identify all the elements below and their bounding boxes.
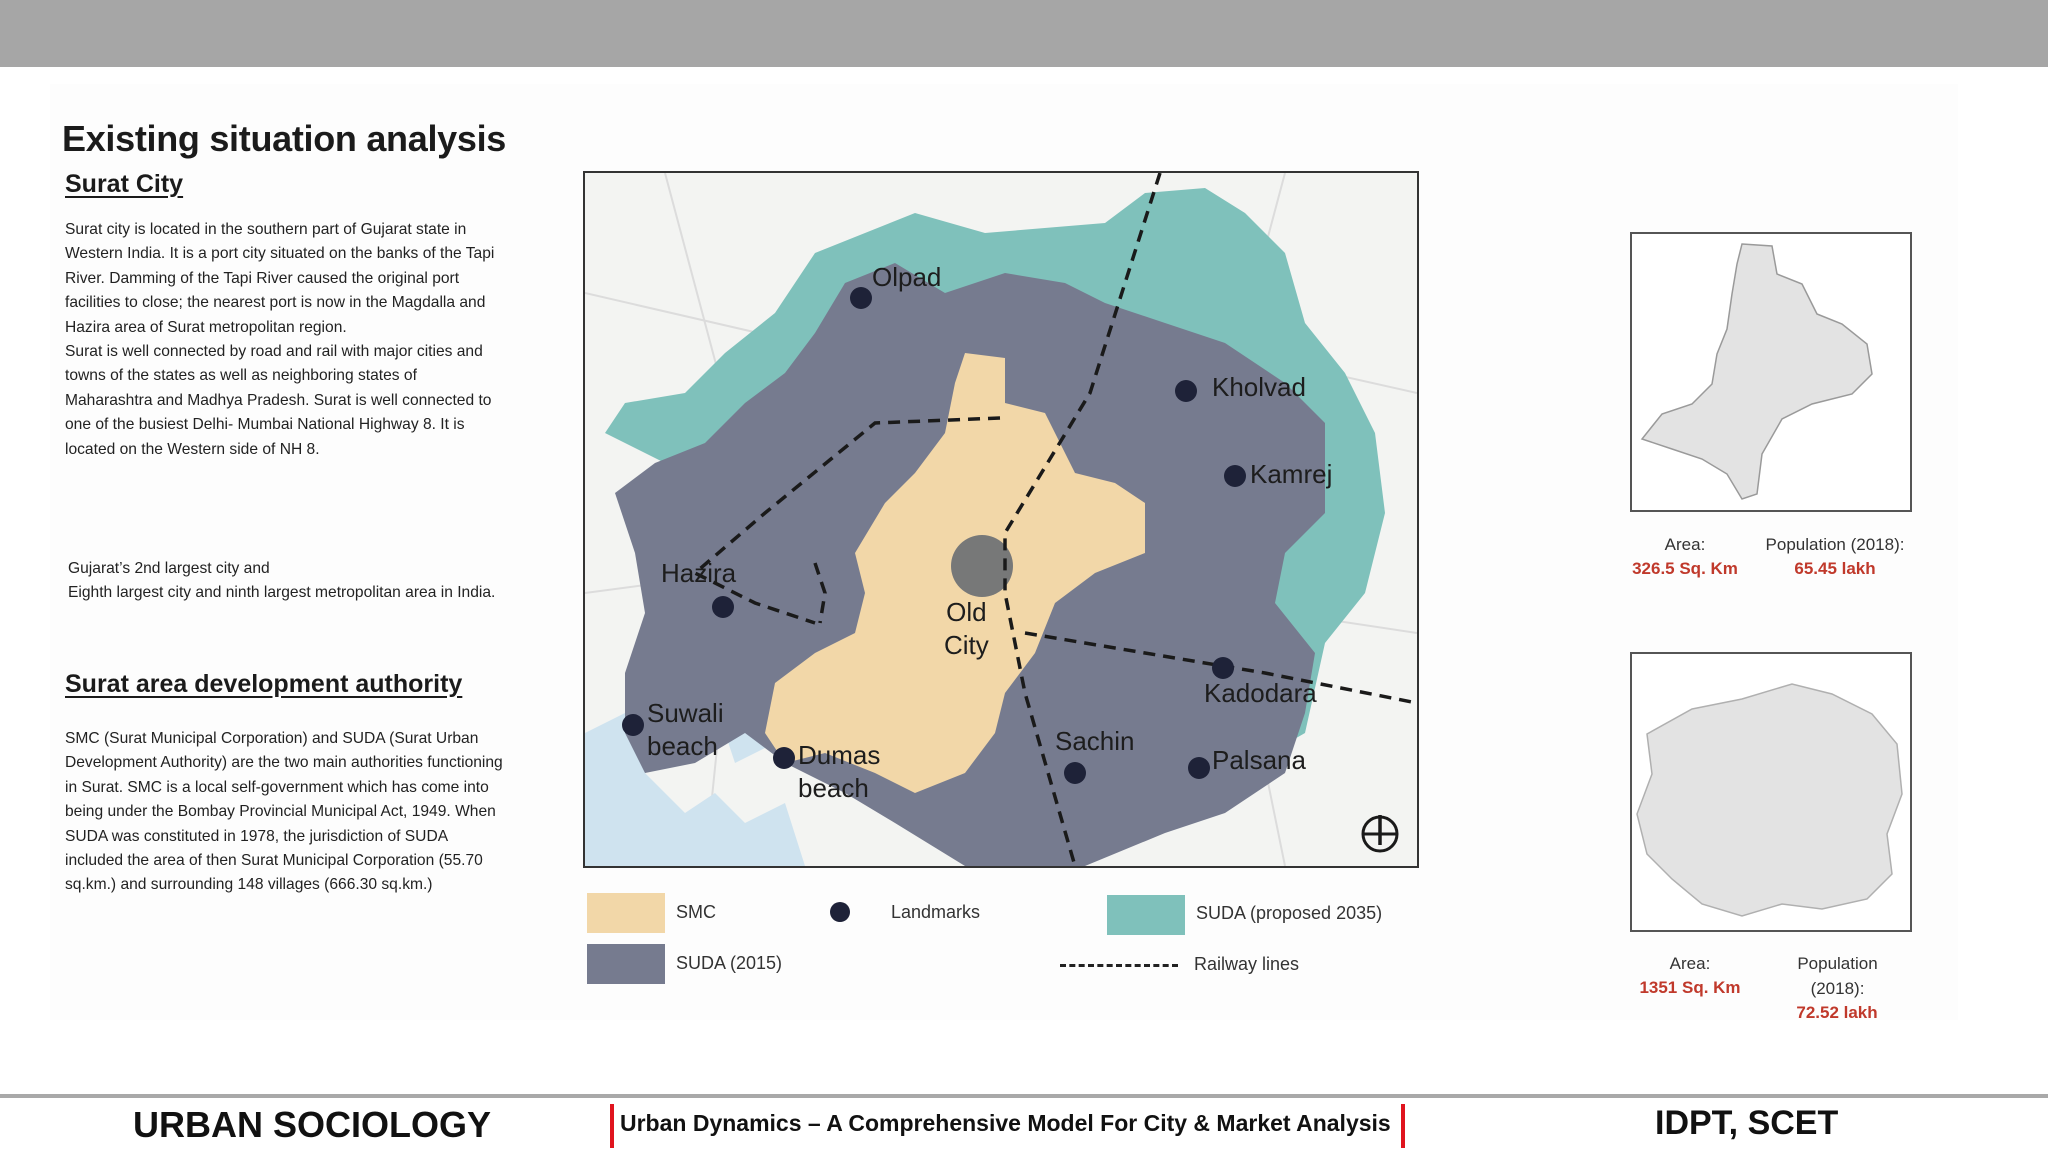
landmark-kadodara xyxy=(1212,657,1234,679)
landmark-dumas xyxy=(773,747,795,769)
surat-city-description: Surat city is located in the southern part of Gujarat state in Western India. It is a port city situated on the banks of the Tapi River. Damming of the Tapi River caused the original port facilities to close; the nearest port is now in the Magdalla and Hazira area of Surat metropolitan region. Surat is well connected by road and rail with major cities and towns of the states as well as neighboring states of Maharashtra and Madhya Pradesh. Surat is well connected to one of the busiest Delhi- Mumbai National Highway 8. It is located on the Western side of NH 8. xyxy=(65,221,495,458)
legend-label-landmarks: Landmarks xyxy=(891,902,981,922)
suda-outline-shape xyxy=(1632,654,1910,930)
suda-area-value: 1351 Sq. Km xyxy=(1639,978,1741,997)
landmark-kamrej xyxy=(1224,465,1246,487)
footer-course-name: URBAN SOCIOLOGY xyxy=(133,1104,492,1145)
landmark-olpad xyxy=(850,287,872,309)
surat-region-map xyxy=(583,171,1419,868)
place-label-dumas-beach: Dumas beach xyxy=(798,740,881,803)
legend-label-suda-proposed: SUDA (proposed 2035) xyxy=(1196,903,1383,923)
place-label-old-city: Old City xyxy=(944,597,989,660)
landmark-palsana xyxy=(1188,757,1210,779)
top-banner xyxy=(0,0,2048,67)
footer-module-title: Urban Dynamics – A Comprehensive Model For City & Market Analysis xyxy=(610,1104,1405,1148)
section-heading-suda: Surat area development authority xyxy=(65,670,463,698)
legend-landmark-dot xyxy=(830,902,850,922)
legend-railway-line xyxy=(1060,964,1178,967)
place-label-kamrej: Kamrej xyxy=(1250,459,1333,489)
smc-population-label: Population (2018): xyxy=(1765,535,1905,554)
place-label-sachin: Sachin xyxy=(1055,726,1135,756)
place-label-hazira: Hazira xyxy=(661,558,737,588)
legend-swatch-suda-proposed xyxy=(1107,895,1185,935)
place-label-olpad: Olpad xyxy=(872,262,942,292)
north-arrow-icon xyxy=(1359,813,1401,855)
landmark-hazira xyxy=(712,596,734,618)
place-label-kadodara: Kadodara xyxy=(1204,678,1317,708)
footer-institution: IDPT, SCET xyxy=(1655,1104,1839,1142)
suda-description: SMC (Surat Municipal Corporation) and SUDA (Surat Urban Development Authority) are the two main authorities functioning in Surat. SMC is a local self-government which has come into being under the Bombay Provincial Municipal Act, 1949. When SUDA was constituted in 1978, the jurisdiction of SUDA included the area of then Surat Municipal Corporation (55.70 sq.km.) and surrounding 148 villages (666.30 sq.km.) xyxy=(65,730,503,894)
place-label-suwali-beach: Suwali beach xyxy=(647,698,724,761)
footer-divider xyxy=(0,1094,2048,1098)
smc-outline-box xyxy=(1630,232,1912,512)
legend-label-railway: Railway lines xyxy=(1194,954,1300,974)
legend-swatch-suda-2015 xyxy=(587,944,665,984)
section-heading-surat-city: Surat City xyxy=(65,170,184,198)
place-label-palsana: Palsana xyxy=(1212,745,1306,775)
suda-population-value: 72.52 lakh xyxy=(1796,1003,1878,1022)
landmark-suwali xyxy=(622,714,644,736)
landmark-kholvad xyxy=(1175,380,1197,402)
place-label-kholvad: Kholvad xyxy=(1212,372,1306,402)
smc-outline-shape xyxy=(1632,234,1910,510)
legend-swatch-smc xyxy=(587,893,665,933)
smc-population-value: 65.45 lakh xyxy=(1794,559,1876,578)
slide-title: Existing situation analysis xyxy=(62,118,507,159)
surat-ranking-text: Gujarat’s 2nd largest city and Eighth largest city and ninth largest metropolitan area in India. xyxy=(68,560,496,602)
suda-population-label: Population (2018): xyxy=(1797,954,1878,998)
suda-area-label: Area: xyxy=(1669,954,1711,973)
legend-label-suda-2015: SUDA (2015) xyxy=(676,953,783,973)
suda-outline-box xyxy=(1630,652,1912,932)
landmark-sachin xyxy=(1064,762,1086,784)
legend-label-smc: SMC xyxy=(676,902,716,922)
smc-area-label: Area: xyxy=(1664,535,1706,554)
smc-area-value: 326.5 Sq. Km xyxy=(1632,559,1738,578)
